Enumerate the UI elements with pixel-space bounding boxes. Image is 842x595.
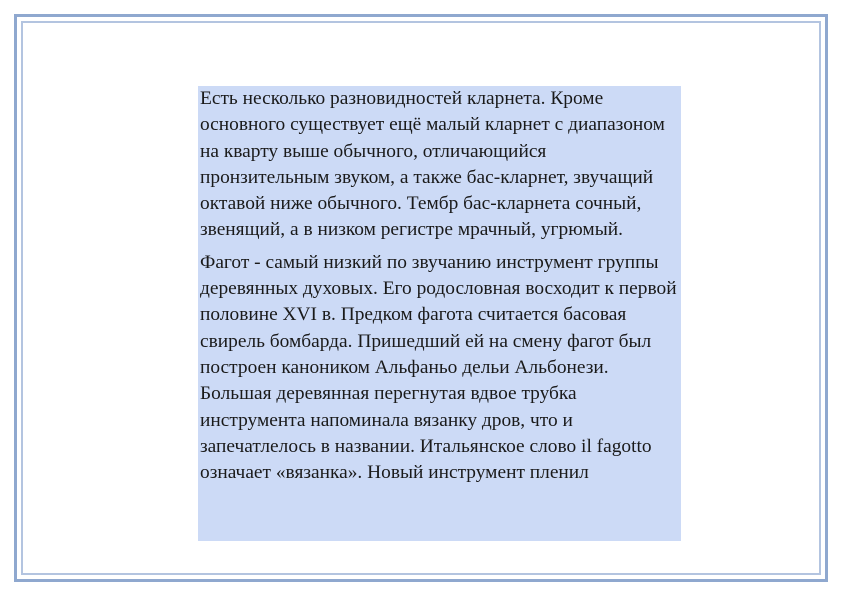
paragraph-bassoon: Фагот - самый низкий по звучанию инструмент группы деревянных духовых. Его родословная восходит к первой половине XVI в. Предком фагота считается басовая свирель бомбарда. Пришедший ей на смену фагот был построен каноником Альфаньо дельи Альбонези. Большая деревянная перегнутая вдвое трубка инструмента напоминала вязанку дров, что и запечатлелось в названии. Итальянское слово il fagotto означает «вязанка». Новый инструмент пленил	[200, 251, 677, 484]
paragraph-clarinet: Есть несколько разновидностей кларнета. Кроме основного существует ещё малый кларнет с диапазоном на кварту выше обычного, отличающийся пронзительным звуком, а также бас-кларнет, звучащий октавой ниже обычного. Тембр бас-кларнета сочный, звенящий, а в низком регистре мрачный, угрюмый.	[200, 88, 665, 241]
text-block	[198, 86, 681, 541]
